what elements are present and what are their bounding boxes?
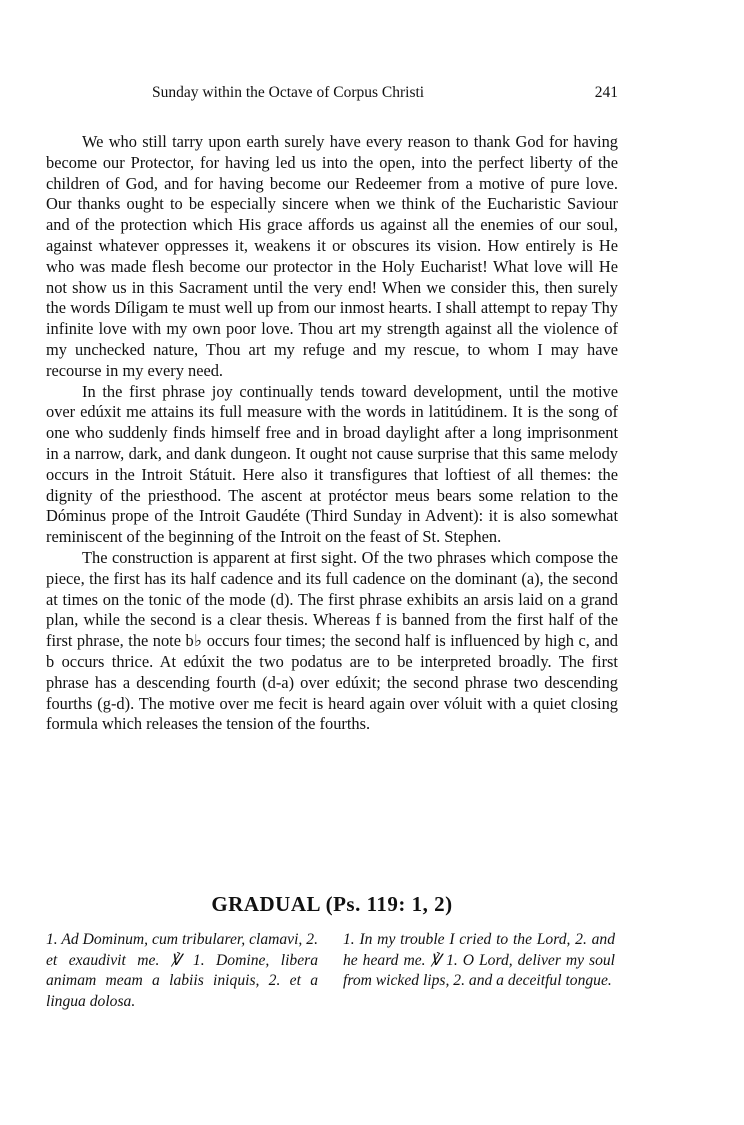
gradual-heading: GRADUAL (Ps. 119: 1, 2) [211, 892, 453, 916]
running-title: Sunday within the Octave of Corpus Christi [152, 84, 425, 101]
paragraph: The construction is apparent at first sight. Of the two phrases which compose the piece, the first has its half cadence and its full cadence on the dominant (a), the second at times on the tonic of the mode (d). The first phrase exhibits an arsis laid on a grand plan, while the second is a clear thesis. Whereas f is banned from the first half of the first phrase, the note b♭ occurs four times; the second half is influenced by high c, and b occurs thrice. At edúxit the two podatus are to be interpreted broadly. The first phrase has a descending fourth (d-a) over edúxit; the second phrase two descending fourths (g-d). The motive over me fecit is heard again over vóluit with a quiet closing formula which releases the tension of the fourths. [46, 547, 618, 734]
body-text [46, 132, 618, 735]
page-number: 241 [594, 84, 618, 101]
paragraph: We who still tarry upon earth surely have every reason to thank God for having become our Protector, for having led us into the open, into the perfect liberty of the children of God, and for having become our Redeemer from a motive of pure love. Our thanks ought to be especially sincere when we think of the Eucharistic Saviour and of the protection which His grace affords us against all the enemies of our soul, against whatever oppresses it, weakens it or obscures its vision. How entirely is He who was made flesh become our protector in the Holy Eucharist! What love will He not show us in this Sacrament until the very end! When we consider this, then surely the words Díligam te must well up from our inmost hearts. I shall attempt to repay Thy infinite love with my own poor love. Thou art my strength against all the violence of my unchecked nature, Thou art my refuge and my rescue, to whom I may have recourse in my every need. [46, 132, 618, 380]
paragraph: In the first phrase joy continually tends toward development, until the motive over edúxit me attains its full measure with the words in latitúdinem. It is the song of one who suddenly finds himself free and in broad daylight after a long imprisonment in a narrow, dark, and dank dungeon. It ought not cause surprise that this same melody occurs in the Introit Státuit. Here also it transfigures that loftiest of all themes: the dignity of the priesthood. The ascent at protéctor meus bears some relation to the Dóminus prope of the Introit Gaudéte (Third Sunday in Advent): it is also somewhat reminiscent of the beginning of the Introit on the feast of St. Stephen. [46, 381, 618, 547]
latin-text-column: 1. Ad Dominum, cum tribularer, clamavi, 2. et exaudivit me. ℣ 1. Domine, libera animam meam a labiis iniquis, 2. et a lingua dolosa. [46, 931, 318, 1010]
english-translation-column: 1. In my trouble I cried to the Lord, 2. and he heard me. ℣ 1. O Lord, deliver my soul from wicked lips, 2. and a deceitful tongue. [343, 931, 615, 990]
running-head [152, 84, 618, 102]
